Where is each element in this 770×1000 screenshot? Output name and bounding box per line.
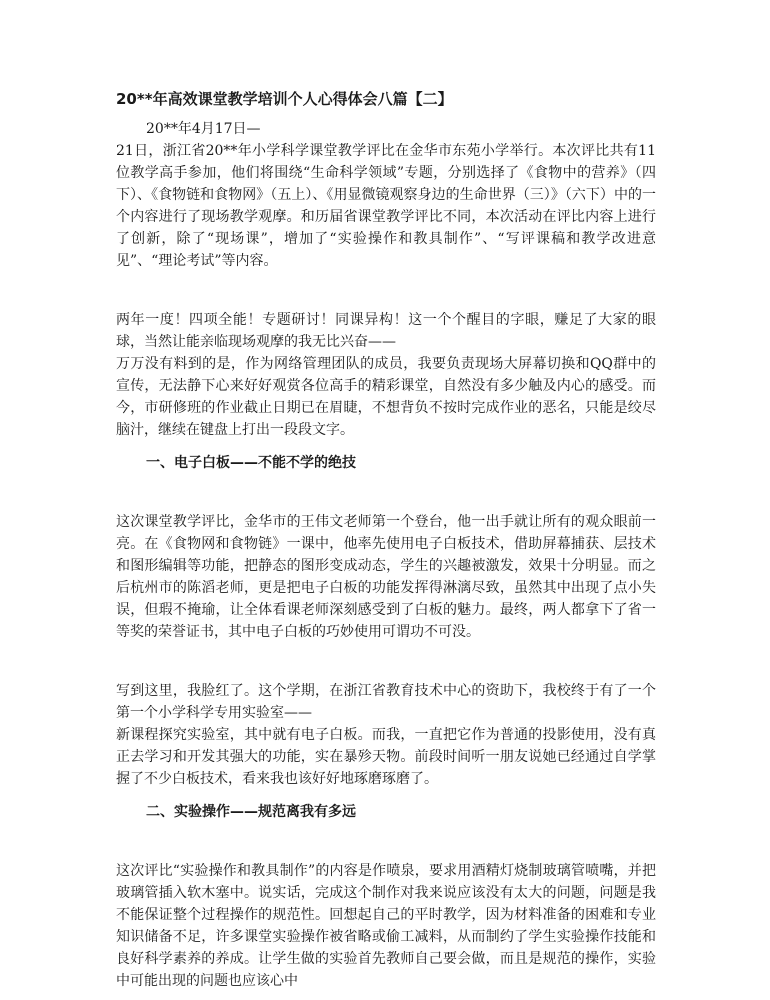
spacer (116, 272, 656, 309)
spacer (116, 823, 656, 860)
paragraph-network-team: 万万没有料到的是，作为网络管理团队的成员，我要负责现场大屏幕切换和QQ群中的宣传，无法静下心来好好观赏各位高手的精彩课堂，自然没有多少触及内心的感受。而今，市研修班的作业截止日期已在眉睫，不想背负不按时完成作业的恶名，只能是绞尽脑汁，继续在键盘上打出一段段文字。 (116, 356, 656, 438)
paragraph-lab: 新课程探究实验室，其中就有电子白板。而我，一直把它作为普通的投影使用，没有真正去学习和开发其强大的功能，实在暴殄天物。前段时间听一朋友说她已经通过自学掌握了不少白板技术，看来我也该好好地琢磨琢磨了。 (116, 727, 656, 787)
date-line: 20**年4月17日— (146, 121, 261, 137)
paragraph-excitement: 两年一度！四项全能！专题研讨！同课异构！这一个个醒目的字眼，赚足了大家的眼球，当然让能亲临现场观摩的我无比兴奋—— (116, 312, 656, 350)
paragraph-experiment: 这次评比“实验操作和教具制作”的内容是作喷泉，要求用酒精灯烧制玻璃管喷嘴，并把玻璃管插入软木塞中。说实话，完成这个制作对我来说应该没有太大的问题，问题是我不能保证整个过程操作的规范性。回想起自己的平时教学，因为材料准备的困难和专业知识储备不足，许多课堂实验操作被省略或偷工减料，从而制约了学生实验操作技能和良好科学素养的养成。让学生做的实验首先教师自己要会做，而且是规范的操作，实验中可能出现的问题也应该心中 (116, 863, 656, 989)
section-heading-experiment: 二、实验操作——规范离我有多远 (146, 804, 356, 820)
spacer (116, 643, 656, 680)
document-page (116, 88, 656, 992)
spacer (116, 474, 656, 511)
paragraph-whiteboard-review: 这次课堂教学评比，金华市的王伟文老师第一个登台，他一出手就让所有的观众眼前一亮。在《食物网和食物链》一课中，他率先使用电子白板技术，借助屏幕捕获、层技术和图形编辑等功能，把静态的图形变成动态，学生的兴趣被激发，效果十分明显。而之后杭州市的陈滔老师，更是把电子白板的功能发挥得淋漓尽致，虽然其中出现了点小失误，但瑕不掩瑜，让全体看课老师深刻感受到了白板的魅力。最终，两人都拿下了省一等奖的荣誉证书，其中电子白板的巧妙使用可谓功不可没。 (116, 514, 656, 640)
paragraph-reflection: 写到这里，我脸红了。这个学期，在浙江省教育技术中心的资助下，我校终于有了一个第一个小学科学专用实验室—— (116, 683, 656, 721)
section-heading-whiteboard: 一、电子白板——不能不学的绝技 (146, 455, 356, 471)
document-title: 20**年高效课堂教学培训个人心得体会八篇【二】 (116, 90, 453, 108)
paragraph-intro: 21日，浙江省20**年小学科学课堂教学评比在金华市东苑小学举行。本次评比共有11位教学高手参加，他们将围绕“生命科学领域”专题，分别选择了《食物中的营养》（四下）、《食物链和食物网》（五上）、《用显微镜观察身边的生命世界（三）》（六下）中的一个内容进行了现场教学观摩。和历届省课堂教学评比不同，本次活动在评比内容上进行了创新，除了“现场课”，增加了“实验操作和教具制作”、“写评课稿和教学改进意见”、“理论考试”等内容。 (116, 143, 656, 269)
